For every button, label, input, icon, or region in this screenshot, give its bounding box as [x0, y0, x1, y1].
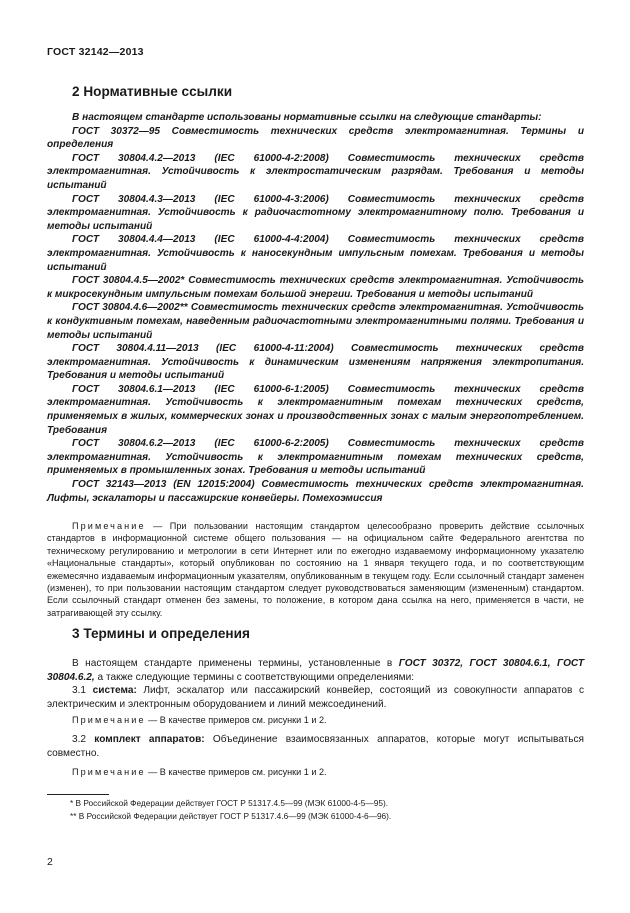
term-system: система: [92, 685, 137, 697]
term-definition: Объединение взаимосвязанных аппаратов, которые могут испытываться совместно. [47, 734, 584, 759]
reference-item: ГОСТ 30804.6.1—2013 (IEC 61000-6-1:2005) Совместимость технических средств электромагнитная. Устойчивость к электромагнитным помехам технических средств, применяемых в жилых, коммерческих зонах и производственных зонах с малым энергопотреблением. Требования [47, 383, 584, 436]
terms-intro-refs: ГОСТ 30372, ГОСТ 30804.6.1, ГОСТ 30804.6.2, [47, 658, 584, 683]
section-2-note [47, 520, 584, 619]
terms-intro-text: В настоящем стандарте применены термины, установленные в [72, 658, 399, 669]
normative-references [47, 111, 584, 505]
reference-item: ГОСТ 30804.4.11—2013 (IEC 61000-4-11:2004) Совместимость технических средств электромагнитная. Устойчивость к динамическим изменениям напряжения электропитания. Требования и методы испытаний [47, 343, 584, 382]
term-2-note [47, 766, 584, 778]
footnote: ** В Российской Федерации действует ГОСТ Р 51317.4.6—99 (МЭК 61000-4-6—96). [70, 811, 392, 821]
references-intro: В настоящем стандарте использованы нормативные ссылки на следующие стандарты: [72, 112, 542, 123]
term-equipment-set: комплект аппаратов: [94, 734, 205, 745]
section-2-title: 2 Нормативные ссылки [72, 84, 233, 99]
term-number: 3.1 [72, 685, 93, 697]
document-header: ГОСТ 32142—2013 [47, 46, 144, 58]
reference-item: ГОСТ 30804.4.5—2002* Совместимость технических средств электромагнитная. Устойчивость к микросекундным импульсным помехам большой энергии. Требования и методы испытаний [47, 275, 584, 300]
note-text: — В качестве примеров см. рисунки 1 и 2. [145, 715, 327, 725]
note-label: Примечание [72, 767, 146, 777]
section-3-title: 3 Термины и определения [72, 626, 250, 641]
term-number: 3.2 [72, 734, 95, 745]
footnote: * В Российской Федерации действует ГОСТ Р 51317.4.5—99 (МЭК 61000-4-5—95). [70, 798, 389, 808]
reference-item: ГОСТ 30372—95 Совместимость технических средств электромагнитная. Термины и определения [47, 125, 584, 151]
note-label: Примечание [72, 715, 146, 725]
page-number: 2 [47, 856, 53, 868]
reference-item: ГОСТ 30804.4.2—2013 (IEC 61000-4-2:2008) Совместимость технических средств электромагнитная. Устойчивость к электростатическим разрядам. Требования и методы испытаний [47, 152, 584, 191]
reference-item: ГОСТ 32143—2013 (EN 12015:2004) Совместимость технических средств электромагнитная. Лифты, эскалаторы и пассажирские конвейеры. Помехоэмиссия [47, 479, 584, 504]
footnote-divider [47, 794, 109, 795]
term-2 [47, 733, 584, 760]
terms-intro-text-end: а также следующие термины с соответствующими определениями: [94, 671, 415, 683]
reference-item: ГОСТ 30804.4.4—2013 (IEC 61000-4-4:2004) Совместимость технических средств электромагнитная. Устойчивость к наносекундным импульсным помехам. Требования и методы испытаний [47, 234, 584, 273]
note-text: — При пользовании настоящим стандартом целесообразно проверить действие ссылочных стандартов в информационной системе общего пользования — на официальном сайте Федерального агентства по техническому регулированию и метрологии в сети Интернет или по ежегодно издаваемому информационному указателю «Национальные стандарты», который опубликован по состоянию на 1 января текущего года, и по соответствующим ежемесячно издаваемым информационным указателям, опубликованным в текущем году. Если ссылочный стандарт заменен (изменен), то при пользовании настоящим стандартом следует руководствоваться заменяющим (измененным) стандартом. Если ссылочный стандарт отменен без замены, то положение, в котором дана ссылка на него, применяется в части, не затрагивающей эту ссылку. [47, 521, 584, 618]
note-text: — В качестве примеров см. рисунки 1 и 2. [145, 767, 327, 777]
reference-item: ГОСТ 30804.4.6—2002** Совместимость технических средств электромагнитная. Устойчивость к кондуктивным помехам, наведенным радиочастотными электромагнитными полями. Требования и методы испытаний [47, 302, 584, 341]
reference-item: ГОСТ 30804.6.2—2013 (IEC 61000-6-2:2005) Совместимость технических средств электромагнитная. Устойчивость к электромагнитным помехам технических средств, применяемых в промышленных зонах. Требования и методы испытаний [47, 438, 584, 477]
term-definition: Лифт, эскалатор или пассажирский конвейер, состоящий из совокупности аппаратов с электрическим и электронным оборудованием и линий межсоединений. [47, 685, 584, 710]
reference-item: ГОСТ 30804.4.3—2013 (IEC 61000-4-3:2006) Совместимость технических средств электромагнитная. Устойчивость к радиочастотному электромагнитному полю. Требования и методы испытаний [47, 193, 584, 232]
term-1-note [47, 714, 584, 726]
terms-intro [47, 657, 584, 711]
note-label: Примечание [72, 521, 146, 531]
